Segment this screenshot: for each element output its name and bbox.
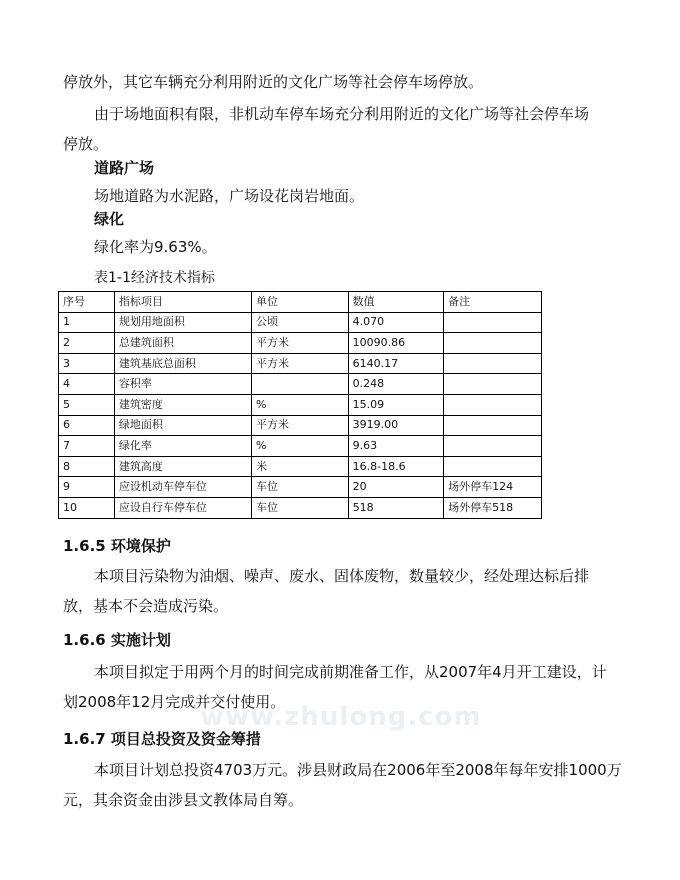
table-cell (444, 436, 542, 457)
table-cell: 车位 (252, 477, 349, 498)
paragraph-line: 停放外，其它车辆充分利用附近的文化广场等社会停车场停放。 (63, 73, 484, 91)
table-cell: 15.09 (348, 394, 443, 415)
table-cell: 2 (59, 333, 115, 354)
table-cell: 场外停车124 (444, 477, 542, 498)
table-header-cell: 备注 (444, 292, 542, 313)
paragraph-line: 绿化率为9.63%。 (94, 238, 217, 256)
green-heading: 绿化 (94, 210, 125, 228)
table-cell (444, 394, 542, 415)
paragraph-line: 本项目污染物为油烟、噪声、废水、固体废物，数量较少，经处理达标后排 (94, 567, 590, 585)
table-cell: 平方米 (252, 353, 349, 374)
table-cell: 绿化率 (114, 436, 251, 457)
table-cell: 米 (252, 456, 349, 477)
table-header-cell: 单位 (252, 292, 349, 313)
table-cell: 7 (59, 436, 115, 457)
table-cell: 车位 (252, 497, 349, 518)
table-cell (444, 374, 542, 395)
table-cell: 建筑高度 (114, 456, 251, 477)
paragraph-line: 场地道路为水泥路，广场设花岗岩地面。 (94, 187, 365, 205)
table-row (59, 353, 542, 374)
section-heading-1-6-5: 1.6.5 环境保护 (63, 537, 171, 555)
table-cell: 4 (59, 374, 115, 395)
table-cell: 16.8-18.6 (348, 456, 443, 477)
table-header-row (59, 292, 542, 313)
table-cell: 9.63 (348, 436, 443, 457)
table-row (59, 415, 542, 436)
table-cell (444, 456, 542, 477)
table-cell (444, 333, 542, 354)
table-cell: 1 (59, 312, 115, 333)
table-cell: 容积率 (114, 374, 251, 395)
table-cell: 6 (59, 415, 115, 436)
table-cell: 8 (59, 456, 115, 477)
table-row (59, 312, 542, 333)
table-cell: 平方米 (252, 333, 349, 354)
table-cell: 4.070 (348, 312, 443, 333)
table-cell: 10090.86 (348, 333, 443, 354)
section-heading-1-6-7: 1.6.7 项目总投资及资金筹措 (63, 730, 261, 748)
table-cell: 绿地面积 (114, 415, 251, 436)
paragraph-line: 本项目拟定于用两个月的时间完成前期准备工作，从2007年4月开工建设，计 (94, 663, 607, 681)
table-cell: 建筑基底总面积 (114, 353, 251, 374)
table-cell: 总建筑面积 (114, 333, 251, 354)
tech-indicator-table (58, 291, 542, 519)
table-cell: 规划用地面积 (114, 312, 251, 333)
table-cell (444, 312, 542, 333)
table-cell (252, 374, 349, 395)
table-header-cell: 序号 (59, 292, 115, 313)
table-cell: 5 (59, 394, 115, 415)
table-cell: % (252, 394, 349, 415)
table-cell: % (252, 436, 349, 457)
table-cell: 3919.00 (348, 415, 443, 436)
table-cell: 场外停车518 (444, 497, 542, 518)
table-row (59, 497, 542, 518)
table-cell: 518 (348, 497, 443, 518)
table-row (59, 436, 542, 457)
table-cell: 6140.17 (348, 353, 443, 374)
paragraph-line: 由于场地面积有限，非机动车停车场充分利用附近的文化广场等社会停车场 (94, 105, 590, 123)
section-heading-1-6-6: 1.6.6 实施计划 (63, 631, 171, 649)
table-header-cell: 指标项目 (114, 292, 251, 313)
paragraph-line: 划2008年12月完成并交付使用。 (63, 693, 286, 711)
table-row (59, 394, 542, 415)
table-cell: 3 (59, 353, 115, 374)
table-cell (444, 415, 542, 436)
watermark: www.zhulong.com (200, 702, 482, 732)
paragraph-line: 元，其余资金由涉县文教体局自筹。 (63, 791, 304, 809)
table-cell: 应设机动车停车位 (114, 477, 251, 498)
table-cell: 20 (348, 477, 443, 498)
table-cell: 9 (59, 477, 115, 498)
paragraph-line: 放，基本不会造成污染。 (63, 597, 229, 615)
table-cell: 应设自行车停车位 (114, 497, 251, 518)
paragraph-line: 停放。 (63, 135, 109, 153)
table-cell: 平方米 (252, 415, 349, 436)
table-cell (444, 353, 542, 374)
table-row (59, 333, 542, 354)
table-cell: 10 (59, 497, 115, 518)
table-row (59, 456, 542, 477)
table-caption: 表1-1经济技术指标 (94, 270, 215, 286)
table-cell: 建筑密度 (114, 394, 251, 415)
table-cell: 0.248 (348, 374, 443, 395)
road-heading: 道路广场 (94, 159, 155, 177)
table-header-cell: 数值 (348, 292, 443, 313)
table-cell: 公顷 (252, 312, 349, 333)
table-row (59, 477, 542, 498)
table-row (59, 374, 542, 395)
paragraph-line: 本项目计划总投资4703万元。涉县财政局在2006年至2008年每年安排1000万 (94, 761, 622, 779)
